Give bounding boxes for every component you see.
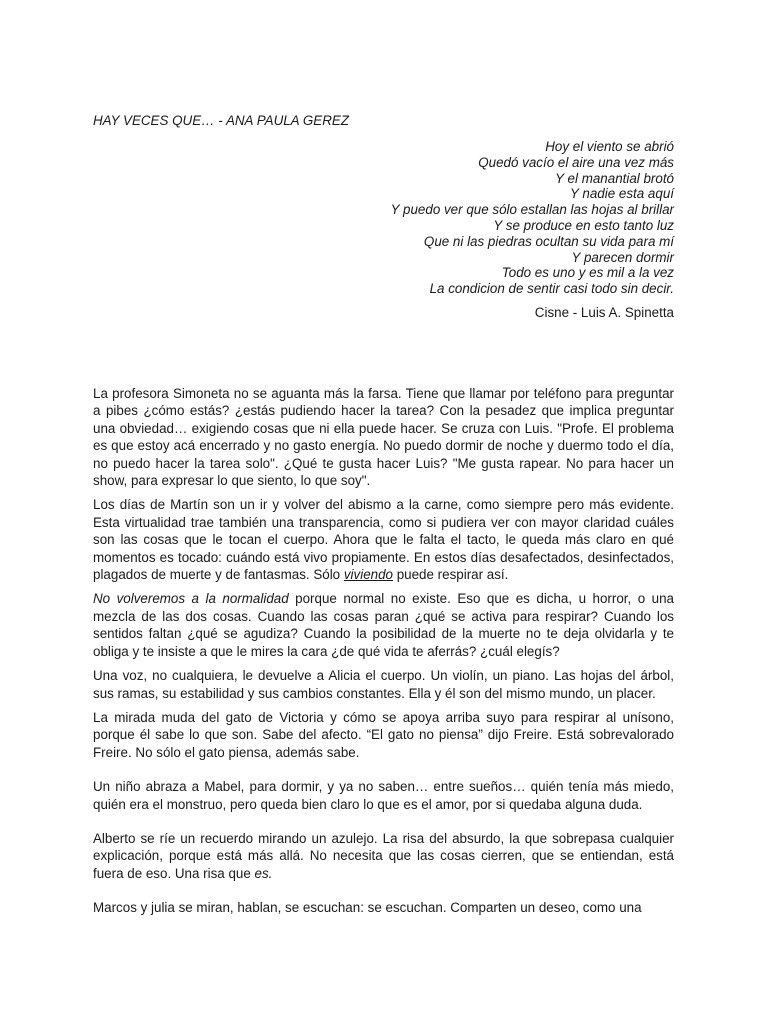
poem-line: Y puedo ver que sólo estallan las hojas al brillar — [390, 202, 674, 218]
poem-line: Hoy el viento se abrió — [545, 139, 674, 154]
poem-line: Y nadie esta aquí — [570, 186, 674, 202]
body-text — [93, 385, 674, 924]
poem-line: Que ni las piedras ocultan su vida para mí — [423, 233, 674, 249]
poem-line: La condicion de sentir casi todo sin decir. — [429, 281, 674, 297]
poem-line: Todo es uno y es mil a la vez — [501, 265, 674, 281]
paragraph-simoneta: La profesora Simoneta no se aguanta más la farsa. Tiene que llamar por teléfono para preguntar a pibes ¿cómo estás? ¿estás pudiendo hacer la tarea? Con la pesadez que implica preguntar una obviedad… exigiendo cosas que ni ella puede hacer. Se cruza con Luis. "Profe. El problema es que estoy acá encerrado y no gasto energía. No puedo dormir de noche y duermo todo el día, no puedo hacer la tarea solo". ¿Qué te gusta hacer Luis? "Me gusta rapear. No para hacer un show, para expresar lo que siento, lo que soy". — [93, 386, 674, 489]
paragraph-victoria: La mirada muda del gato de Victoria y cómo se apoya arriba suyo para respirar al unísono, porque él sabe lo que son. Sabe del afecto. “El gato no piensa” dijo Freire. Está sobrevalorado Freire. No sólo el gato piensa, además sabe. — [93, 709, 674, 760]
emphasis-es: es. — [254, 865, 273, 881]
paragraph-alberto: Alberto se ríe un recuerdo mirando un azulejo. La risa del absurdo, la que sobrepasa cualquier explicación, porque está más allá. No necesita que las cosas cierren, que se entiendan, está fuera de eso. Una risa que es. — [93, 830, 674, 881]
poem-attribution: Cisne - Luis A. Spinetta — [534, 305, 674, 320]
epigraph-poem — [391, 139, 674, 297]
paragraph-marcos-julia: Marcos y julia se miran, hablan, se escuchan: se escuchan. Comparten un deseo, como una — [93, 900, 642, 916]
poem-line: Quedó vacío el aire una vez más — [478, 154, 674, 170]
paragraph-martin: Los días de Martín son un ir y volver del abismo a la carne, como siempre pero más evidente. Esta virtualidad trae también una transparencia, como si pudiera ver con mayor claridad cuáles son las cosas que le tocan el cuerpo. Ahora que le falta el tacto, le queda más claro en qué momentos es tocado: cuándo está vivo propiamente. En estos días desafectados, desinfectados, plagados de muerte y de fantasmas. Sólo viviendo puede respirar así. — [93, 497, 674, 583]
paragraph-mabel: Un niño abraza a Mabel, para dormir, y ya no saben… entre sueños… quién tenía más miedo, quién era el monstruo, pero queda bien claro lo que es el amor, por si quedaba alguna duda. — [93, 779, 674, 812]
poem-line: Y el manantial brotó — [555, 170, 674, 186]
poem-line: Y se produce en esto tanto luz — [493, 217, 674, 233]
document-title: HAY VECES QUE… - ANA PAULA GEREZ — [93, 113, 349, 128]
poem-line: Y parecen dormir — [571, 249, 674, 265]
emphasis-viviendo: viviendo — [343, 567, 393, 583]
emphasis-normalidad: No volveremos a la normalidad — [93, 591, 289, 607]
paragraph-alicia: Una voz, no cualquiera, le devuelve a Alicia el cuerpo. Un violín, un piano. Las hojas del árbol, sus ramas, su estabilidad y sus cambios constantes. Ella y él son del mismo mundo, un placer. — [93, 668, 674, 701]
paragraph-normalidad: No volveremos a la normalidad porque normal no existe. Eso que es dicha, u horror, o una mezcla de las dos cosas. Cuando las cosas paran ¿qué se activa para respirar? Cuando los sentidos faltan ¿qué se agudiza? Cuando la posibilidad de la muerte no te deja olvidarla y te obliga y te insiste a que le mires la cara ¿de qué vida te aferrás? ¿cuál elegís? — [93, 591, 674, 659]
